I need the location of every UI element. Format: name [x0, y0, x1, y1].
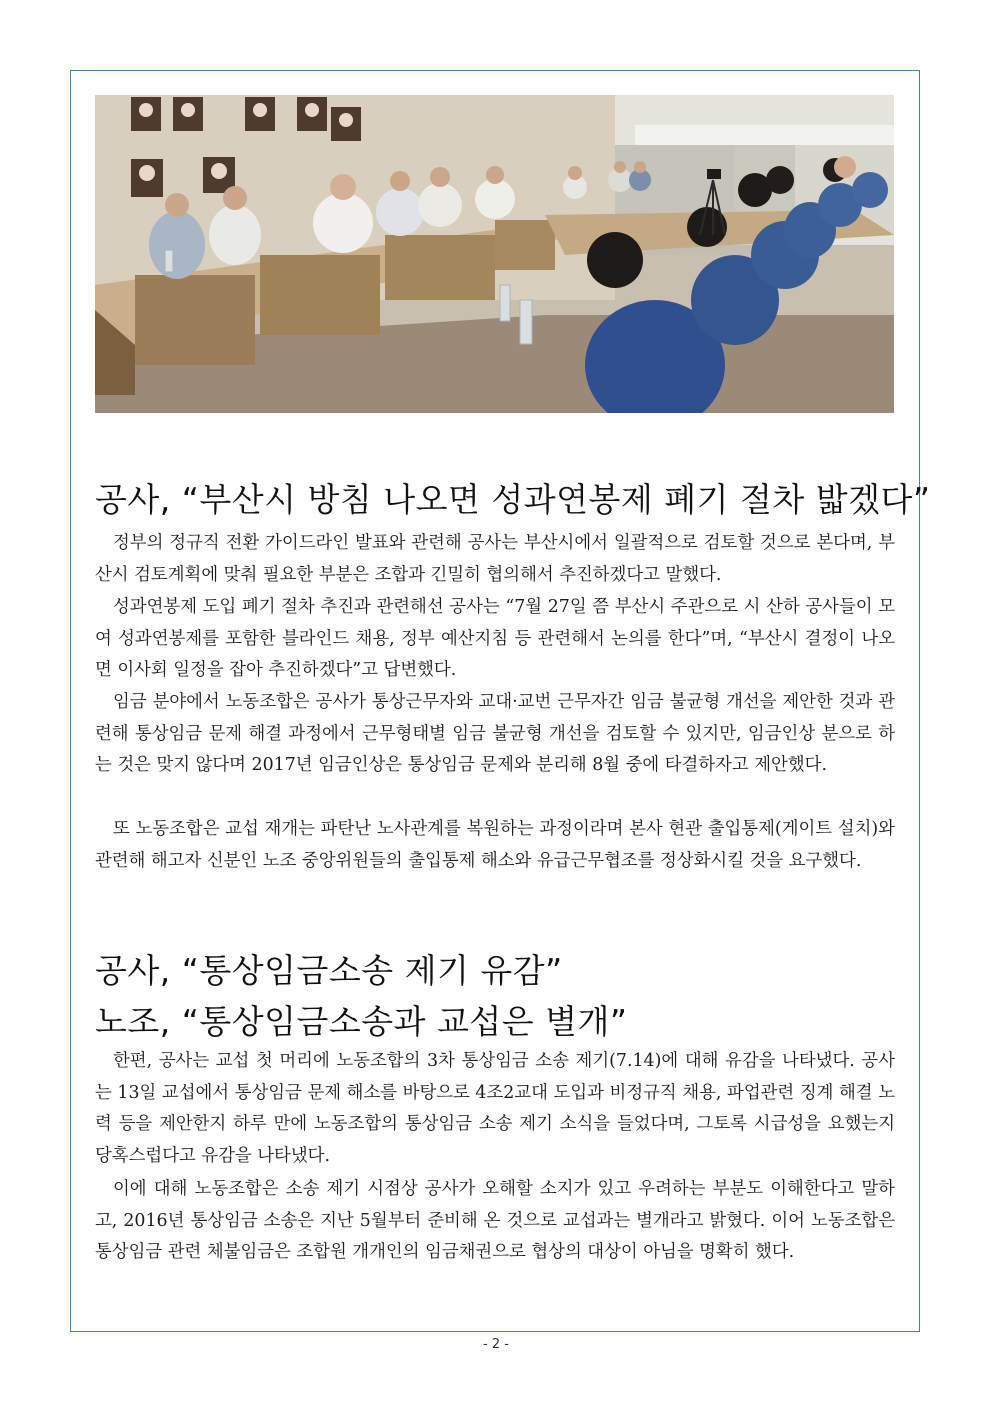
paragraph-1-2: 성과연봉제 도입 폐기 절차 추진과 관련해선 공사는 “7월 27일 쯤 부산시 주관으로 시 산하 공사들이 모여 성과연봉제를 포함한 블라인드 채용, 정부 예산지침 등 관련해서 논의를 한다”며, “부산시 결정이 나오면 이사회 일정을 잡아 추진하겠다”고 답변했다. [95, 597, 895, 681]
meeting-photo [95, 95, 894, 413]
paragraph-2-2: 이에 대해 노동조합은 소송 제기 시점상 공사가 오해할 소지가 있고 우려하는 부분도 이해한다고 말하고, 2016년 통상임금 소송은 지난 5월부터 준비해 온 것으로 교섭과는 별개라고 밝혔다. 이어 노동조합은 통상임금 관련 체불임금은 조합원 개개인의 임금채권으로 협상의 대상이 아님을 명확히 했다. [95, 1179, 895, 1263]
page-number: - 2 - [483, 1337, 509, 1352]
paragraph-2-1: 한편, 공사는 교섭 첫 머리에 노동조합의 3차 통상임금 소송 제기(7.14)에 대해 유감을 나타냈다. 공사는 13일 교섭에서 통상임금 문제 해소를 바탕으로 4조2교대 도입과 비정규직 채용, 파업관련 징계 해결 노력 등을 제안한지 하루 만에 노동조합의 통상임금 소송 제기 소식을 들었다며, 그토록 시급성을 요했는지 당혹스럽다고 유감을 나타냈다. [95, 1051, 895, 1167]
paragraph-1-4: 또 노동조합은 교섭 재개는 파탄난 노사관계를 복원하는 과정이라며 본사 현관 출입통제(게이트 설치)와 관련해 해고자 신분인 노조 중앙위원들의 출입통제 해소와 유급근무협조를 정상화시킬 것을 요구했다. [95, 819, 895, 871]
heading-section-2-line-1: 공사, “통상임금소송 제기 유감” [95, 951, 563, 990]
paragraph-1-3: 임금 분야에서 노동조합은 공사가 통상근무자와 교대·교번 근무자간 임금 불균형 개선을 제안한 것과 관련해 통상임금 문제 해결 과정에서 근무형태별 임금 불균형 개선을 검토할 수 있지만, 임금인상 분으로 하는 것은 맞지 않다며 2017년 임금인상은 통상임금 문제와 분리해 8월 중에 타결하자고 제안했다. [95, 692, 895, 776]
paragraph-1-1: 정부의 정규직 전환 가이드라인 발표와 관련해 공사는 부산시에서 일괄적으로 검토할 것으로 본다며, 부산시 검토계획에 맞춰 필요한 부분은 조합과 긴밀히 협의해서 추진하겠다고 말했다. [95, 533, 895, 585]
heading-section-2-line-2: 노조, “통상임금소송과 교섭은 별개” [95, 1002, 628, 1041]
heading-section-1: 공사, “부산시 방침 나오면 성과연봉제 폐기 절차 밟겠다” [95, 480, 931, 519]
